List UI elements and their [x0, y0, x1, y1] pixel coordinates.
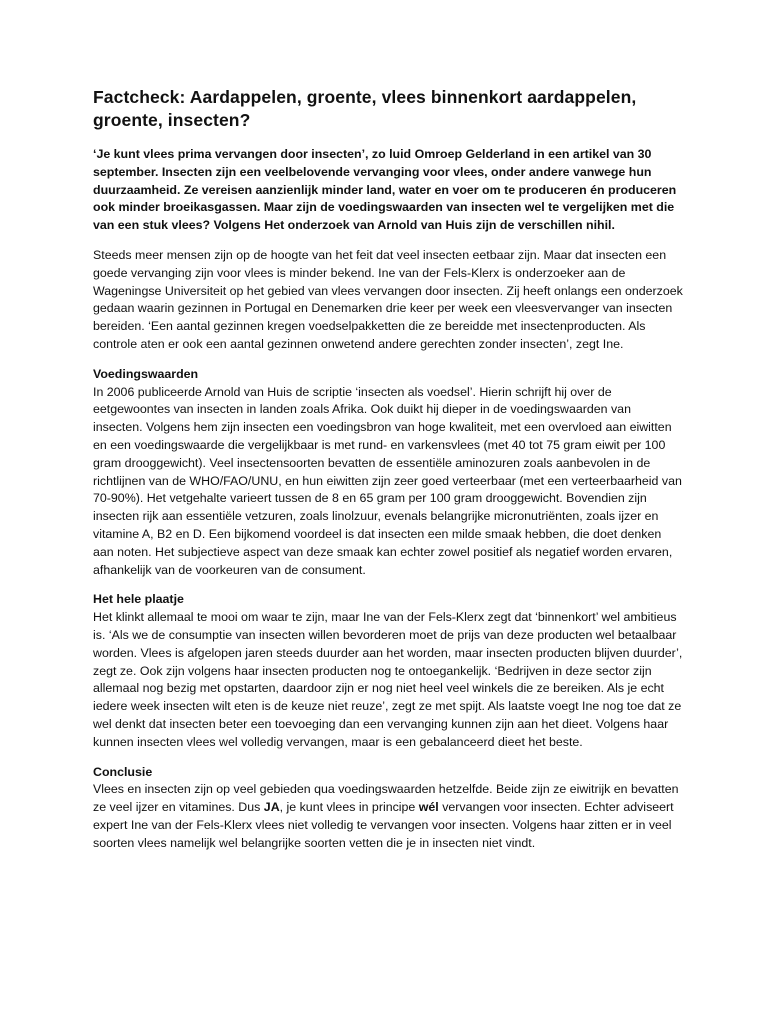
conclusion-text-part: vervangen voor insecten. Echter adviseert expert Ine van der Fels-Klerx vlees niet volledig te vervangen voor insecten. Volgens haar zitten er in veel soorten vlees namelijk wel belangrijke soorten vetten die je in insecten niet vindt.	[93, 800, 674, 850]
article-title: Factcheck: Aardappelen, groente, vlees binnenkort aardappelen, groente, insecten?	[93, 87, 637, 130]
section-body	[93, 781, 683, 852]
conclusion-emphasis-wel: wél	[418, 800, 439, 815]
section-het-hele-plaatje	[93, 591, 683, 751]
section-heading: Voedingswaarden	[93, 366, 199, 381]
section-heading: Het hele plaatje	[93, 592, 184, 607]
conclusion-emphasis-ja: JA	[263, 800, 280, 815]
conclusion-text-part: , je kunt vlees in principe	[279, 800, 419, 815]
article-lead: ‘Je kunt vlees prima vervangen door insecten’, zo luid Omroep Gelderland in een artikel van 30 september. Insecten zijn een veelbelovende vervanging voor vlees, onder andere vanwege hun duurzaamheid. Ze vereisen aanzienlijk minder land, water en voer om te produceren én produceren ook minder broeikasgassen. Maar zijn de voedingswaarden van insecten wel te vergelijken met die van een stuk vlees? Volgens Het onderzoek van Arnold van Huis zijn de verschillen nihil.	[93, 147, 677, 233]
section-conclusie	[93, 764, 683, 853]
section-voedingswaarden	[93, 366, 683, 580]
article-intro: Steeds meer mensen zijn op de hoogte van het feit dat veel insecten eetbaar zijn. Maar dat insecten een goede vervanging zijn voor vlees is minder bekend. Ine van der Fels-Klerx is onderzoeker aan de Wageningse Universiteit op het gebied van vlees vervangen door insecten. Zij heeft onlangs een onderzoek gedaan waarin gezinnen in Portugal en Denemarken drie keer per week een vleesvervanger van insecten bereiden. ‘Een aantal gezinnen kregen voedselpakketten die ze bereidde met insectenproducten. Als controle aten er ook een aantal gezinnen onwetend andere gerechten zonder insecten’, zegt Ine.	[93, 247, 683, 351]
section-body: Het klinkt allemaal te mooi om waar te zijn, maar Ine van der Fels-Klerx zegt dat ‘binnenkort’ wel ambitieus is. ‘Als we de consumptie van insecten willen bevorderen moet de prijs van deze producten wel betaalbaar worden. Vlees is afgelopen jaren steeds duurder aan het worden, maar insecten producten blijven duurder’, zegt ze. Ook zijn volgens haar insecten producten nog te ontoegankelijk. ‘Bedrijven in deze sector zijn allemaal nog bezig met opstarten, daardoor zijn er nog niet heel veel winkels die ze bereiken. Als je echt iedere week insecten wilt eten is de keuze niet reuze’, zegt ze met spijt. Als laatste voegt Ine nog toe dat ze wel denkt dat insecten beter een toevoeging dan een vervanging kunnen zijn aan het dieet. Volgens haar kunnen insecten vlees wel volledig vervangen, maar is een gebalanceerd dieet het beste.	[93, 610, 683, 749]
document-page	[93, 86, 683, 864]
section-body: In 2006 publiceerde Arnold van Huis de scriptie ‘insecten als voedsel’. Hierin schrijft hij over de eetgewoontes van insecten in landen zoals Afrika. Ook duikt hij dieper in de voedingswaarden van insecten. Volgens hem zijn insecten een voedingsbron van hoge kwaliteit, met een overvloed aan eiwitten en een voedingswaarde die vergelijkbaar is met rund- en varkensvlees (met 40 tot 75 gram eiwit per 100 gram drooggewicht). Veel insectensoorten bevatten de essentiële aminozuren zoals aanbevolen in de richtlijnen van de WHO/FAO/UNU, en hun eiwitten zijn zeer goed verteerbaar (met een verteerbaarheid van 70-90%). Het vetgehalte varieert tussen de 8 en 65 gram per 100 gram drooggewicht. Bovendien zijn insecten rijk aan essentiële vetzuren, zoals linolzuur, evenals belangrijke micronutriënten, zoals ijzer en vitamine A, B2 en D. Een bijkomend voordeel is dat insecten een milde smaak hebben, die doet denken aan noten. Het subjectieve aspect van deze smaak kan echter zowel positief als negatief worden ervaren, afhankelijk van de voorkeuren van de consument.	[93, 384, 682, 577]
section-heading: Conclusie	[93, 764, 153, 779]
conclusion-text-part: Vlees en insecten zijn op veel gebieden qua voedingswaarden hetzelfde. Beide zijn ze eiwitrijk en bevatten ze veel ijzer en vitamines. Dus	[93, 782, 679, 815]
